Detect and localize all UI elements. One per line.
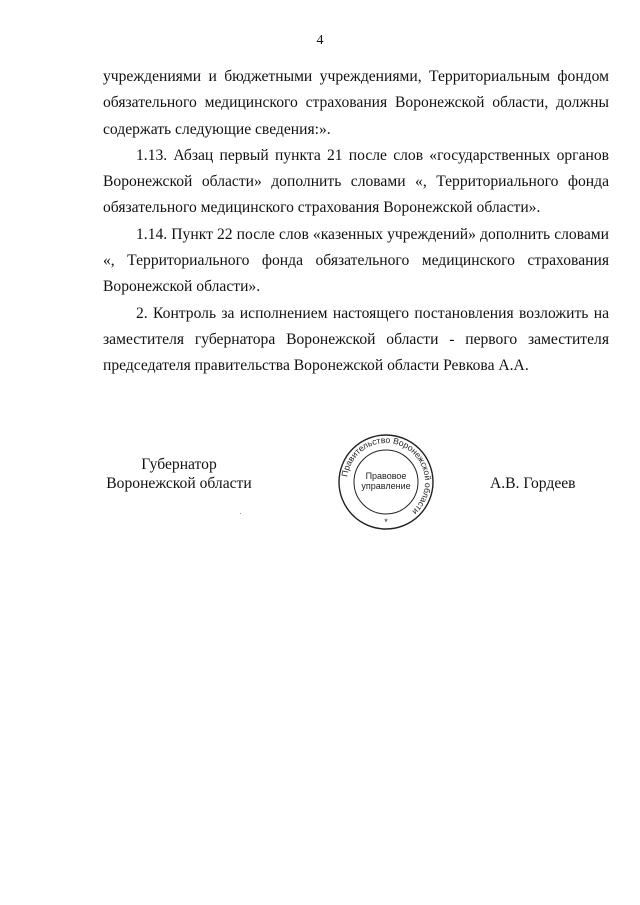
paragraph-continuation: учреждениями и бюджетными учреждениями, Территориальным фондом обязательного медицинского страхования Воронежской области, должны содержать следующие сведения:».: [103, 68, 609, 138]
stamp-center-line2: управление: [361, 481, 411, 491]
stamp-center-line1: Правовое: [365, 471, 407, 481]
document-body: [103, 64, 609, 380]
paragraph-item-1-13: 1.13. Абзац первый пункта 21 после слов «государственных органов Воронежской области» дополнить словами «, Территориального фонда обязательного медицинского страхования Воронежской области».: [103, 146, 609, 217]
signatory-position-line2: Воронежской области: [106, 475, 252, 492]
page-number: 4: [316, 33, 324, 48]
paragraph-item-2: 2. Контроль за исполнением настоящего постановления возложить на заместителя губернатора Воронежской области - первого заместителя председателя правительства Воронежской области Ревкова А.А.: [103, 304, 609, 375]
stamp-star: *: [384, 517, 388, 527]
paragraph-item-1-14: 1.14. Пункт 22 после слов «казенных учреждений» дополнить словами «, Территориального фонда обязательного медицинского страхования Воронежской области».: [103, 225, 609, 296]
signatory-name: А.В. Гордеев: [490, 475, 576, 492]
signatory-position-line1: Губернатор: [141, 456, 217, 473]
legal-department-stamp: [336, 432, 436, 532]
stamp-ring-text: Правительство Воронежской области: [339, 434, 434, 517]
signatory-position: [104, 455, 254, 493]
scan-speck: [240, 513, 241, 514]
